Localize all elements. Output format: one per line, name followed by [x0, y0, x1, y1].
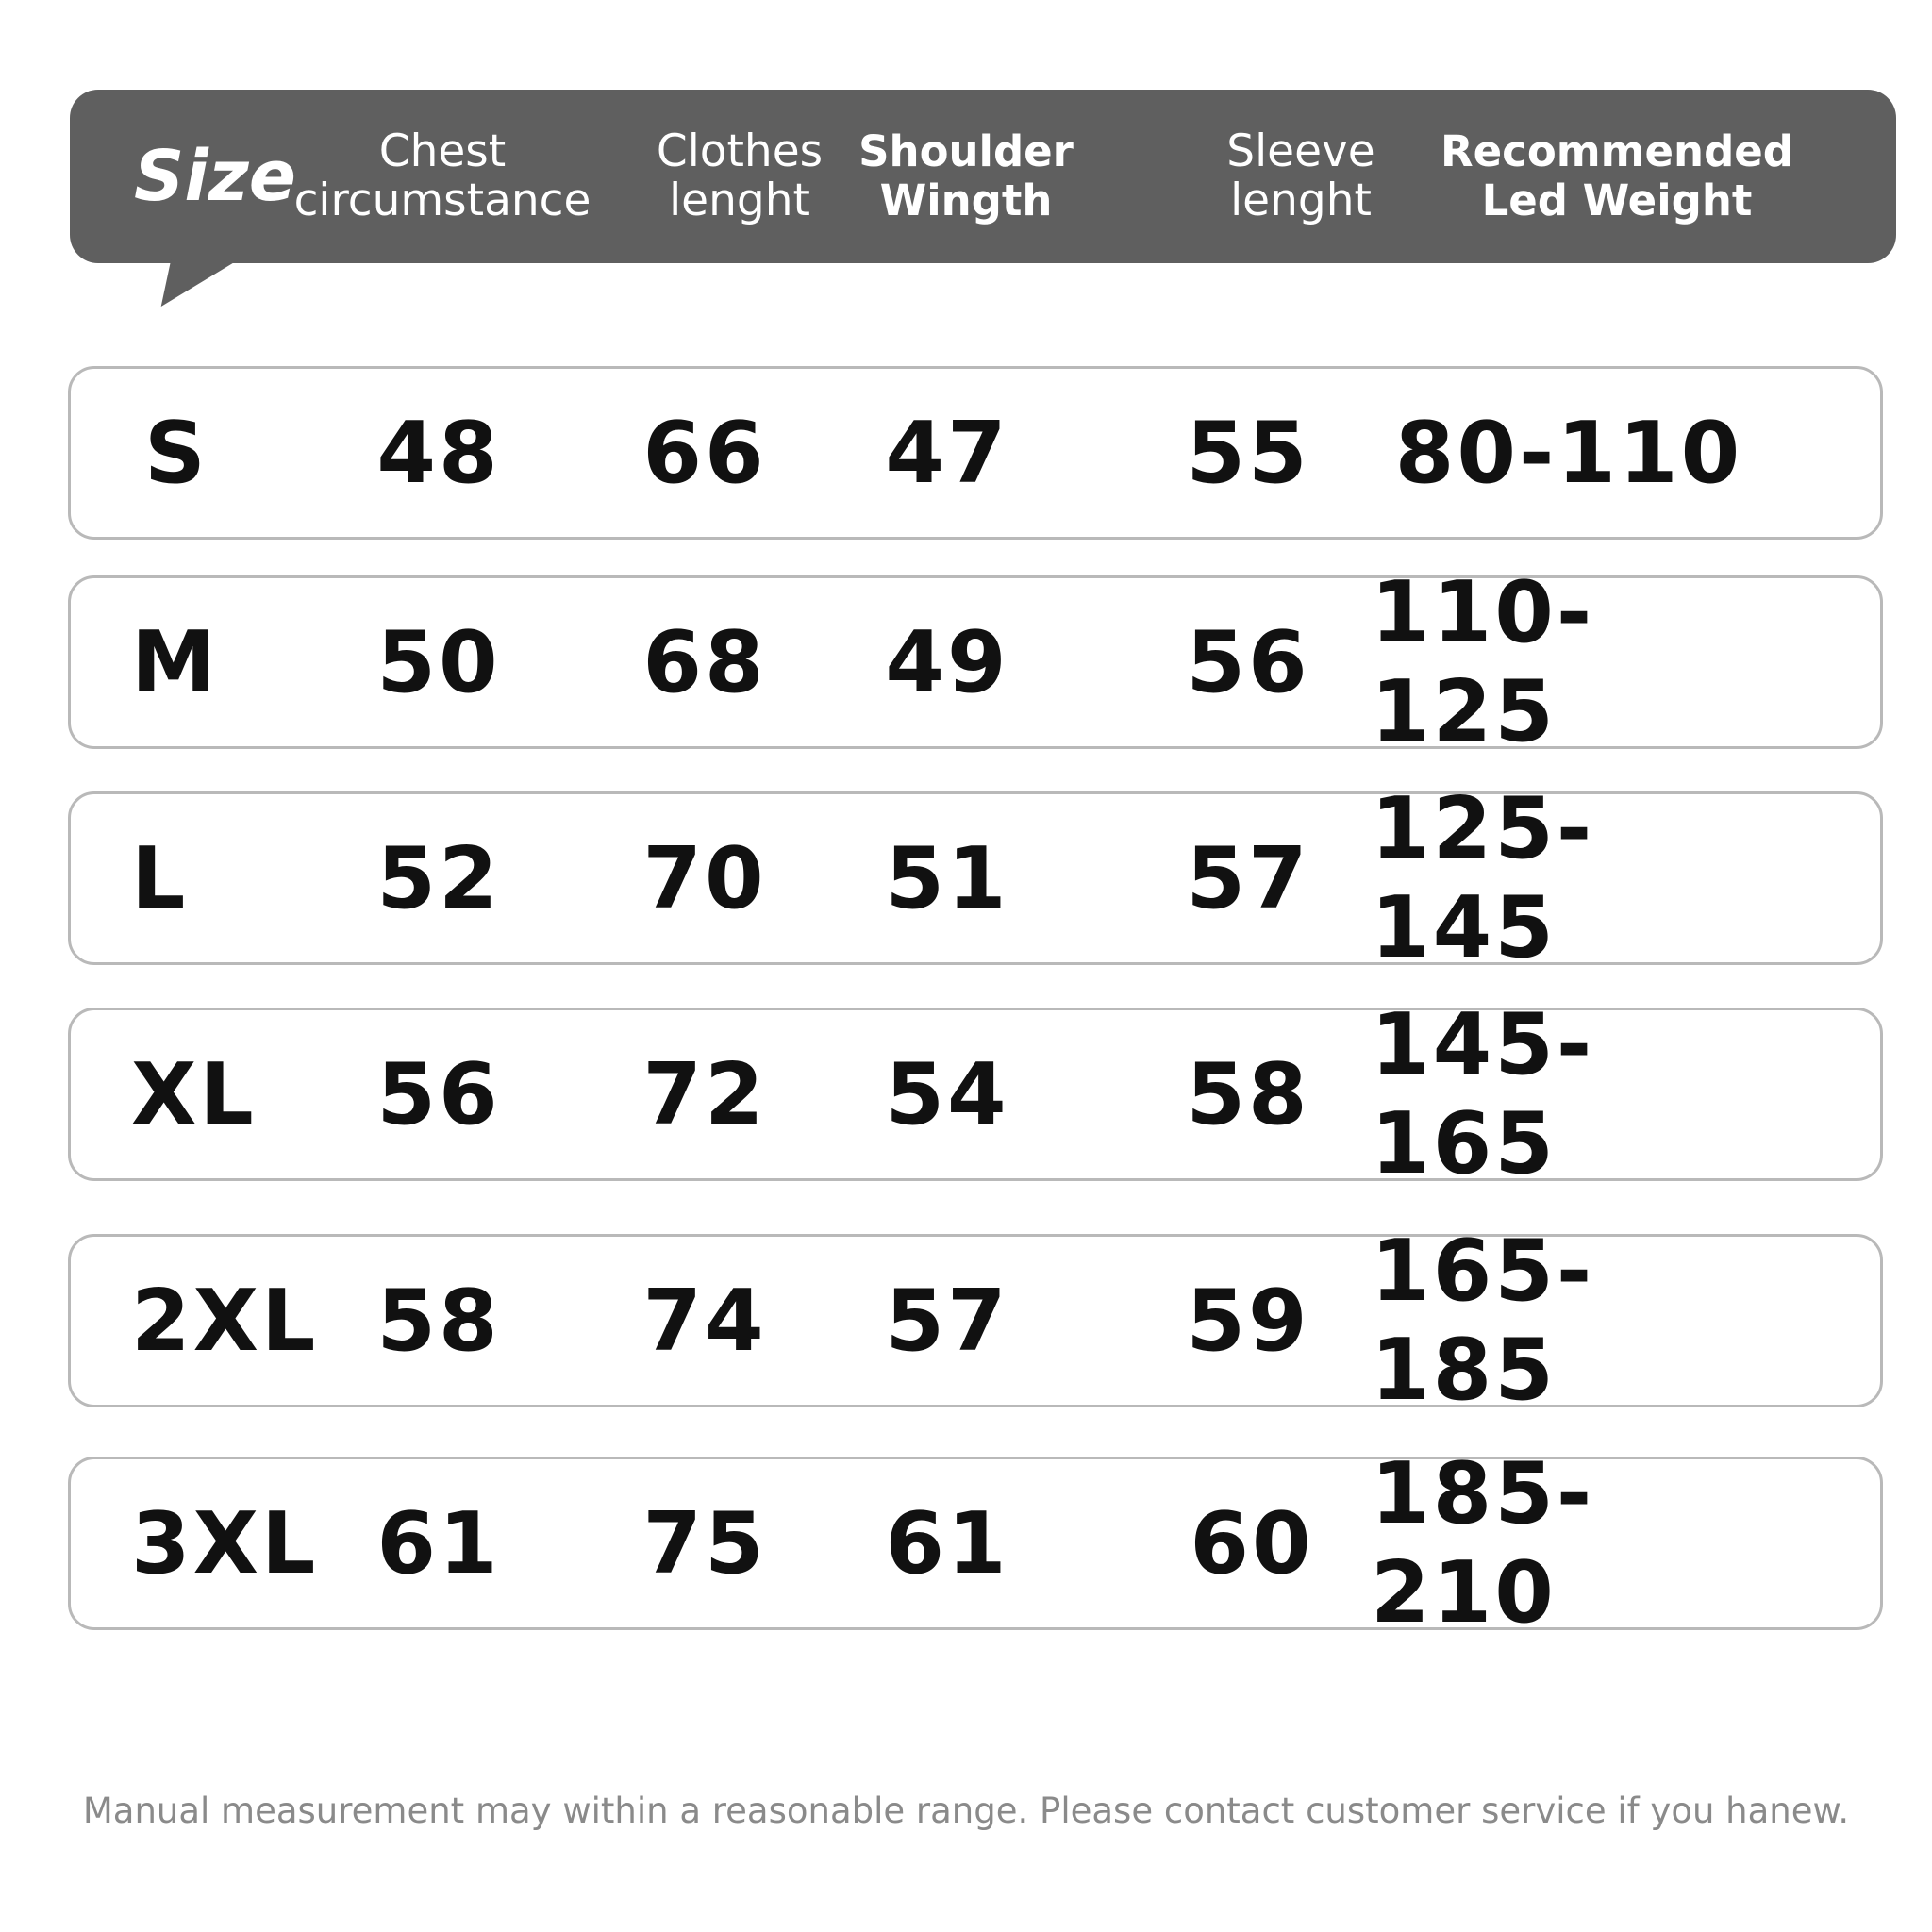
sleeve-length-cell: 60 — [1190, 1493, 1314, 1593]
size-cell: XL — [131, 1044, 257, 1144]
header-recommended-weight: Recommended Led Weight — [1440, 126, 1794, 225]
recommended-weight-cell: 185-210 — [1371, 1444, 1595, 1642]
table-row — [68, 1444, 1883, 1642]
recommended-weight-cell: 110-125 — [1371, 563, 1595, 761]
sleeve-length-cell: 55 — [1186, 403, 1310, 503]
shoulder-width-cell: 61 — [885, 1493, 1009, 1593]
recommended-weight-cell: 145-165 — [1371, 995, 1595, 1193]
measurement-note: Manual measurement may within a reasonable range. Please contact customer service if you hanew. — [82, 1790, 1850, 1831]
header-chest: Chest circumstance — [293, 125, 591, 226]
size-cell: 2XL — [131, 1271, 319, 1371]
shoulder-width-cell: 49 — [885, 612, 1009, 712]
clothes-length-cell: 72 — [642, 1044, 767, 1144]
header-sleeve-length: Sleeve lenght — [1226, 125, 1375, 226]
clothes-length-cell: 70 — [642, 828, 767, 928]
clothes-length-cell: 74 — [642, 1271, 767, 1371]
chest-cell: 52 — [376, 828, 501, 928]
clothes-length-cell: 66 — [642, 403, 767, 503]
chest-cell: 50 — [376, 612, 501, 712]
table-row — [68, 995, 1883, 1193]
chest-cell: 61 — [376, 1493, 501, 1593]
table-row — [68, 366, 1883, 540]
size-cell: L — [131, 828, 189, 928]
table-row — [68, 779, 1883, 977]
header-shoulder-width: Shoulder Wingth — [858, 126, 1074, 225]
sleeve-length-cell: 57 — [1186, 828, 1310, 928]
header-speech-tail — [161, 259, 240, 307]
header-clothes-length: Clothes lenght — [656, 125, 824, 226]
shoulder-width-cell: 51 — [885, 828, 1009, 928]
size-cell: S — [144, 403, 208, 503]
size-cell: M — [131, 612, 219, 712]
table-row — [68, 1222, 1883, 1420]
shoulder-width-cell: 57 — [885, 1271, 1009, 1371]
recommended-weight-cell: 80-110 — [1394, 403, 1743, 503]
recommended-weight-cell: 165-185 — [1371, 1222, 1595, 1420]
sleeve-length-cell: 56 — [1186, 612, 1310, 712]
clothes-length-cell: 75 — [642, 1493, 767, 1593]
sleeve-length-cell: 59 — [1186, 1271, 1310, 1371]
table-row — [68, 563, 1883, 761]
sleeve-length-cell: 58 — [1186, 1044, 1310, 1144]
chest-cell: 48 — [376, 403, 501, 503]
shoulder-width-cell: 47 — [885, 403, 1009, 503]
recommended-weight-cell: 125-145 — [1371, 779, 1595, 977]
shoulder-width-cell: 54 — [885, 1044, 1009, 1144]
chest-cell: 56 — [376, 1044, 501, 1144]
header-size: Size — [134, 136, 296, 217]
size-cell: 3XL — [131, 1493, 319, 1593]
table-header — [70, 90, 1896, 263]
chest-cell: 58 — [376, 1271, 501, 1371]
clothes-length-cell: 68 — [642, 612, 767, 712]
